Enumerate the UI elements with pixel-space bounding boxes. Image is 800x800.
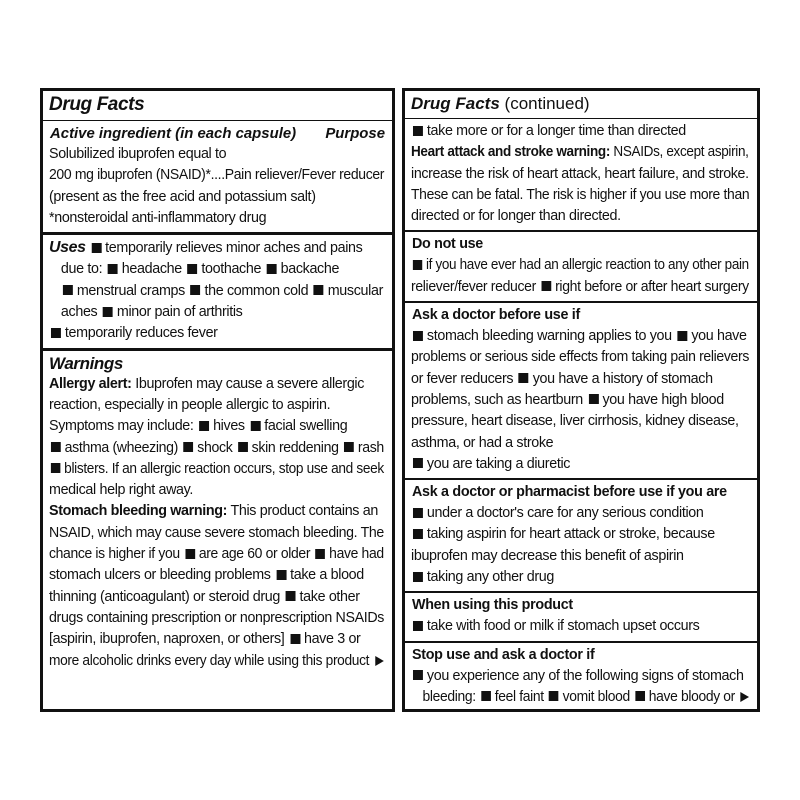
bullet-icon (519, 373, 529, 383)
bullet-icon (238, 442, 248, 452)
panel-title-continued: Drug Facts (continued) (411, 94, 590, 113)
warnings-line-11: thinning (anticoagulant) or steroid drug take other (49, 588, 360, 605)
uses-section (43, 235, 392, 350)
ask-doctor-line-3: or fever reducers you have a history of stomach (411, 370, 713, 387)
active-ingredient-heading: Active ingredient (in each capsule) Purpose (50, 125, 385, 142)
bullet-icon (91, 243, 101, 253)
stop-use-heading: Stop use and ask a doctor if (412, 646, 595, 663)
bullet-icon (199, 421, 209, 431)
bullet-icon (191, 285, 201, 295)
warnings-line-10: stomach ulcers or bleeding problems take a blood (49, 567, 364, 584)
do-not-use-line-1: if you have ever had an allergic reaction to any other pain (411, 255, 729, 276)
warnings-line-2: reaction, especially in people allergic to aspirin. (49, 396, 331, 413)
warnings-line-8: NSAID, which may cause severe stomach bleeding. The (49, 524, 384, 541)
bullet-icon (413, 126, 423, 136)
bullet-icon (108, 264, 118, 274)
bullet-icon (63, 285, 73, 295)
bullet-icon (413, 508, 423, 518)
when-using-line-1: take with food or milk if stomach upset occurs (411, 616, 749, 637)
ask-doctor-line-7: you are taking a diuretic (411, 454, 749, 475)
uses-line-3: menstrual cramps the common cold muscular (49, 281, 384, 302)
continue-arrow-icon (375, 656, 384, 666)
ask-doctor-section (405, 303, 757, 480)
bullet-icon (413, 621, 423, 631)
do-not-use-line-2: reliever/fever reducer right before or after heart surgery (411, 278, 749, 295)
ask-doctor-heading: Ask a doctor before use if (412, 307, 580, 324)
bullet-icon (286, 591, 296, 601)
continued-line-1: take more or for a longer time than directed (411, 121, 749, 142)
bullet-icon (187, 264, 197, 274)
continued-line-4: These can be fatal. The risk is higher if you use more than (411, 186, 750, 203)
warnings-line-5: blisters. If an allergic reaction occurs, stop use and seek (49, 459, 369, 480)
bullet-icon (413, 572, 423, 582)
uses-line-5: temporarily reduces fever (49, 323, 384, 344)
bullet-icon (413, 529, 423, 539)
ask-doctor-line-4: problems, such as heartburn you have high blood (411, 391, 724, 408)
warnings-line-4: asthma (wheezing) shock skin reddening rash (49, 438, 379, 459)
continued-warnings-section (405, 119, 757, 232)
purpose-heading: Purpose (325, 125, 385, 142)
bullet-icon (290, 634, 300, 644)
bullet-icon (51, 442, 61, 452)
bullet-icon (344, 442, 354, 452)
title-section-continued (405, 91, 757, 119)
bullet-icon (413, 670, 423, 680)
bullet-icon (51, 463, 60, 473)
warnings-line-12: drugs containing prescription or nonprescription NSAIDs (49, 609, 385, 626)
active-line-3: (present as the free acid and potassium salt) (49, 188, 316, 205)
bullet-icon (185, 549, 195, 559)
active-line-4: *nonsteroidal anti-inflammatory drug (49, 209, 267, 226)
bullet-icon (413, 331, 423, 341)
bullet-icon (103, 307, 113, 317)
stop-use-line-2: bleeding: feel faint vomit blood have bloody or (411, 687, 738, 708)
uses-line-2: due to: headache toothache backache (60, 261, 340, 278)
ask-pharmacist-heading: Ask a doctor or pharmacist before use if you are (412, 484, 727, 501)
drug-facts-panel-right (402, 88, 760, 712)
ask-doctor-line-2: problems or serious side effects from taking pain relievers (411, 349, 749, 366)
warnings-line-6: medical help right away. (49, 482, 194, 499)
bullet-icon (51, 328, 61, 338)
warnings-line-1: Allergy alert: Ibuprofen may cause a severe allergic (49, 375, 365, 392)
warnings-line-7: Stomach bleeding warning: This product contains an (49, 503, 378, 520)
bullet-icon (314, 285, 324, 295)
bullet-icon (481, 691, 491, 701)
stop-use-section (405, 643, 757, 712)
ask-pharmacist-line-1: under a doctor's care for any serious condition (411, 503, 749, 524)
ask-pharmacist-line-3: ibuprofen may decrease this benefit of aspirin (411, 547, 684, 564)
when-using-section (405, 593, 757, 642)
drug-facts-panel-left (40, 88, 395, 712)
bullet-icon (549, 691, 559, 701)
warnings-line-3: Symptoms may include: hives facial swelling (49, 418, 348, 435)
ask-pharmacist-line-4: taking any other drug (411, 567, 749, 588)
bullet-icon (250, 421, 260, 431)
bullet-icon (184, 442, 194, 452)
bullet-icon (276, 570, 286, 580)
uses-heading: Uses (49, 239, 86, 257)
bullet-icon (316, 549, 326, 559)
uses-line-1: Uses temporarily relieves minor aches and pains (49, 239, 363, 257)
bullet-icon (589, 394, 599, 404)
do-not-use-section (405, 232, 757, 303)
warnings-heading: Warnings (49, 353, 123, 373)
active-line-2: 200 mg ibuprofen (NSAID)*....Pain reliever/Fever reducer (49, 167, 385, 184)
ask-pharmacist-line-2: taking aspirin for heart attack or stroke, because (411, 524, 749, 545)
active-line-1: Solubilized ibuprofen equal to (49, 146, 227, 162)
bullet-icon (413, 260, 422, 270)
continued-line-2: Heart attack and stroke warning: NSAIDs, except aspirin, (411, 144, 749, 161)
do-not-use-heading: Do not use (412, 236, 483, 253)
bullet-icon (635, 691, 645, 701)
bullet-icon (267, 264, 277, 274)
bullet-icon (541, 281, 551, 291)
warnings-line-14: more alcoholic drinks every day while using this product (49, 651, 370, 672)
panel-title: Drug Facts (49, 94, 145, 115)
ask-doctor-line-5: pressure, heart disease, liver cirrhosis, kidney disease, (411, 413, 739, 430)
title-section (43, 91, 392, 121)
warnings-line-9: chance is higher if you are age 60 or older have had (49, 546, 384, 563)
ask-pharmacist-section (405, 480, 757, 593)
continued-line-3: increase the risk of heart attack, heart failure, and stroke. (411, 165, 749, 182)
ask-doctor-line-6: asthma, or had a stroke (411, 434, 554, 451)
active-ingredient-section (43, 121, 392, 235)
bullet-icon (413, 458, 423, 468)
continued-line-5: directed or for longer than directed. (411, 208, 621, 225)
ask-doctor-line-1: stomach bleeding warning applies to you you have (411, 326, 749, 347)
warnings-line-13: [aspirin, ibuprofen, naproxen, or others] have 3 or (49, 631, 361, 648)
warnings-section (43, 351, 392, 675)
stop-use-line-1: you experience any of the following signs of stomach (411, 666, 749, 687)
when-using-heading: When using this product (412, 597, 573, 614)
continue-arrow-icon (741, 692, 750, 702)
bullet-icon (677, 331, 687, 341)
uses-line-4: aches minor pain of arthritis (60, 304, 243, 321)
